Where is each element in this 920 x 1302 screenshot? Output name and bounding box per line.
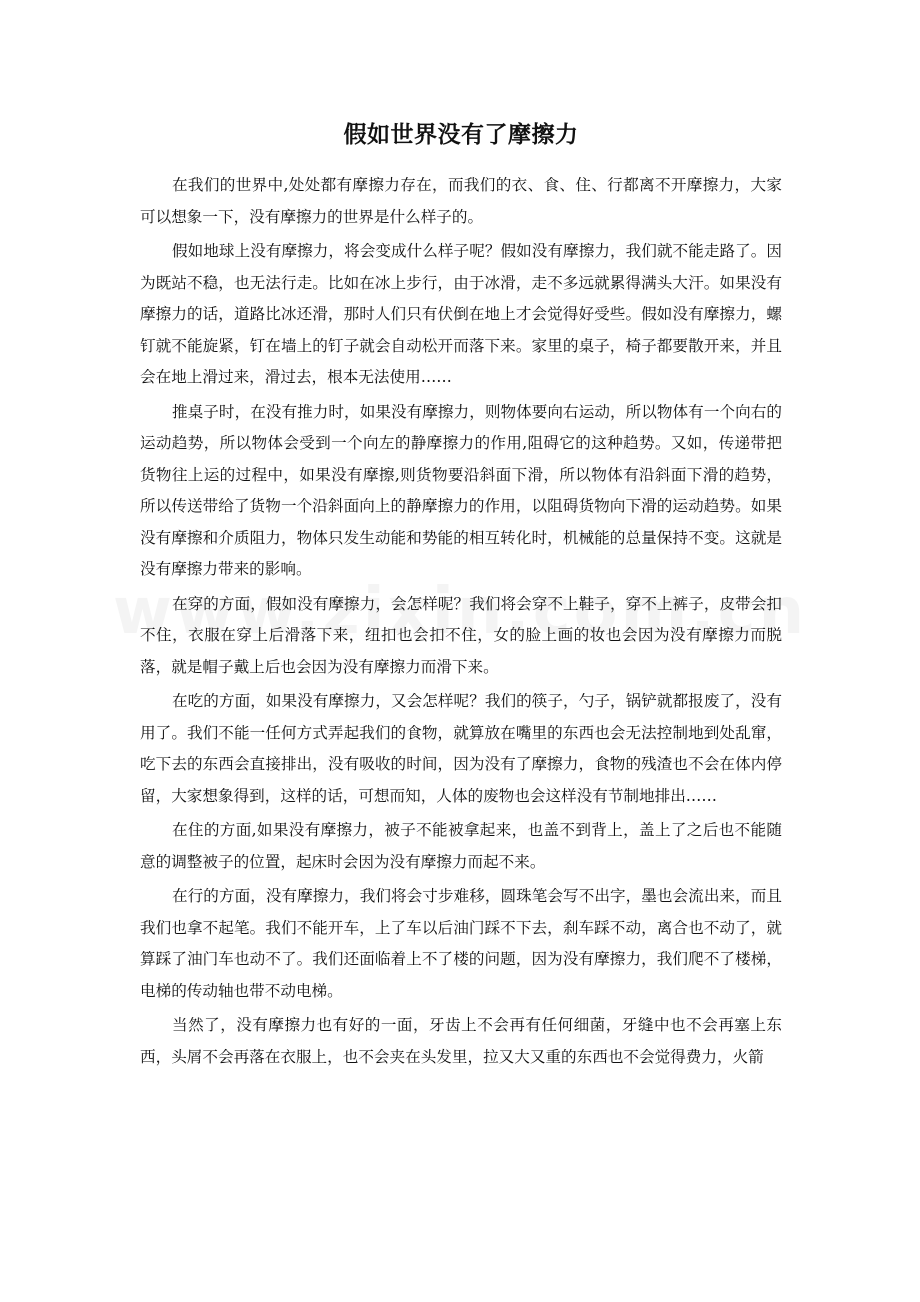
paragraph-push-table: 推桌子时，在没有推力时，如果没有摩擦力，则物体要向右运动，所以物体有一个向右的运动趋势，所以物体会受到一个向左的静摩擦力的作用,阻碍它的这种趋势。又如，传递带把货物往上运的过程中，如果没有摩擦,则货物要沿斜面下滑，所以物体有沿斜面下滑的趋势，所以传送带给了货物一个沿斜面向上的静摩擦力的作用，以阻碍货物向下滑的运动趋势。如果没有摩擦和介质阻力，物体只发生动能和势能的相互转化时，机械能的总量保持不变。这就是没有摩擦力带来的影响。 xyxy=(140,402,782,578)
document-page xyxy=(140,112,782,1076)
paragraph-eating: 在吃的方面，如果没有摩擦力，又会怎样呢？我们的筷子，勺子，锅铲就都报废了，没有用了。我们不能一任何方式弄起我们的食物，就算放在嘴里的东西也会无法控制地到处乱窜，吃下去的东西会直接排出，没有吸收的时间，因为没有了摩擦力，食物的残渣也不会在体内停留，大家想象得到，这样的话，可想而知，人体的废物也会这样没有节制地排出…… xyxy=(140,692,782,805)
paragraph-travel: 在行的方面，没有摩擦力，我们将会寸步难移，圆珠笔会写不出字，墨也会流出来，而且我们也拿不起笔。我们不能开车，上了车以后油门踩不下去，刹车踩不动，离合也不动了，就算踩了油门车也动不了。我们还面临着上不了楼的问题，因为没有摩擦力，我们爬不了楼梯，电梯的传动轴也带不动电梯。 xyxy=(140,887,782,1000)
document-title: 假如世界没有了摩擦力 xyxy=(343,121,579,148)
paragraph-good-side: 当然了，没有摩擦力也有好的一面，牙齿上不会再有任何细菌，牙缝中也不会再塞上东西，头屑不会再落在衣服上，也不会夹在头发里，拉又大又重的东西也不会觉得费力，火箭 xyxy=(140,1016,782,1066)
paragraph-clothing: 在穿的方面，假如没有摩擦力，会怎样呢？我们将会穿不上鞋子，穿不上裤子，皮带会扣不住，衣服在穿上后滑落下来，纽扣也会扣不住，女的脸上画的妆也会因为没有摩擦力而脱落，就是帽子戴上后也会因为没有摩擦力而滑下来。 xyxy=(140,594,782,676)
paragraph-living: 在住的方面,如果没有摩擦力，被子不能被拿起来，也盖不到背上，盖上了之后也不能随意的调整被子的位置，起床时会因为没有摩擦力而起不来。 xyxy=(140,821,782,871)
paragraph-no-friction-earth: 假如地球上没有摩擦力，将会变成什么样子呢？假如没有摩擦力，我们就不能走路了。因为既站不稳，也无法行走。比如在冰上步行，由于冰滑，走不多远就累得满头大汗。如果没有摩擦力的话，道路比冰还滑，那时人们只有伏倒在地上才会觉得好受些。假如没有摩擦力，螺钉就不能旋紧，钉在墙上的钉子就会自动松开而落下来。家里的桌子，椅子都要散开来，并且会在地上滑过来，滑过去，根本无法使用…… xyxy=(140,242,782,386)
paragraph-intro: 在我们的世界中,处处都有摩擦力存在，而我们的衣、食、住、行都离不开摩擦力，大家可以想象一下，没有摩擦力的世界是什么样子的。 xyxy=(140,176,782,226)
